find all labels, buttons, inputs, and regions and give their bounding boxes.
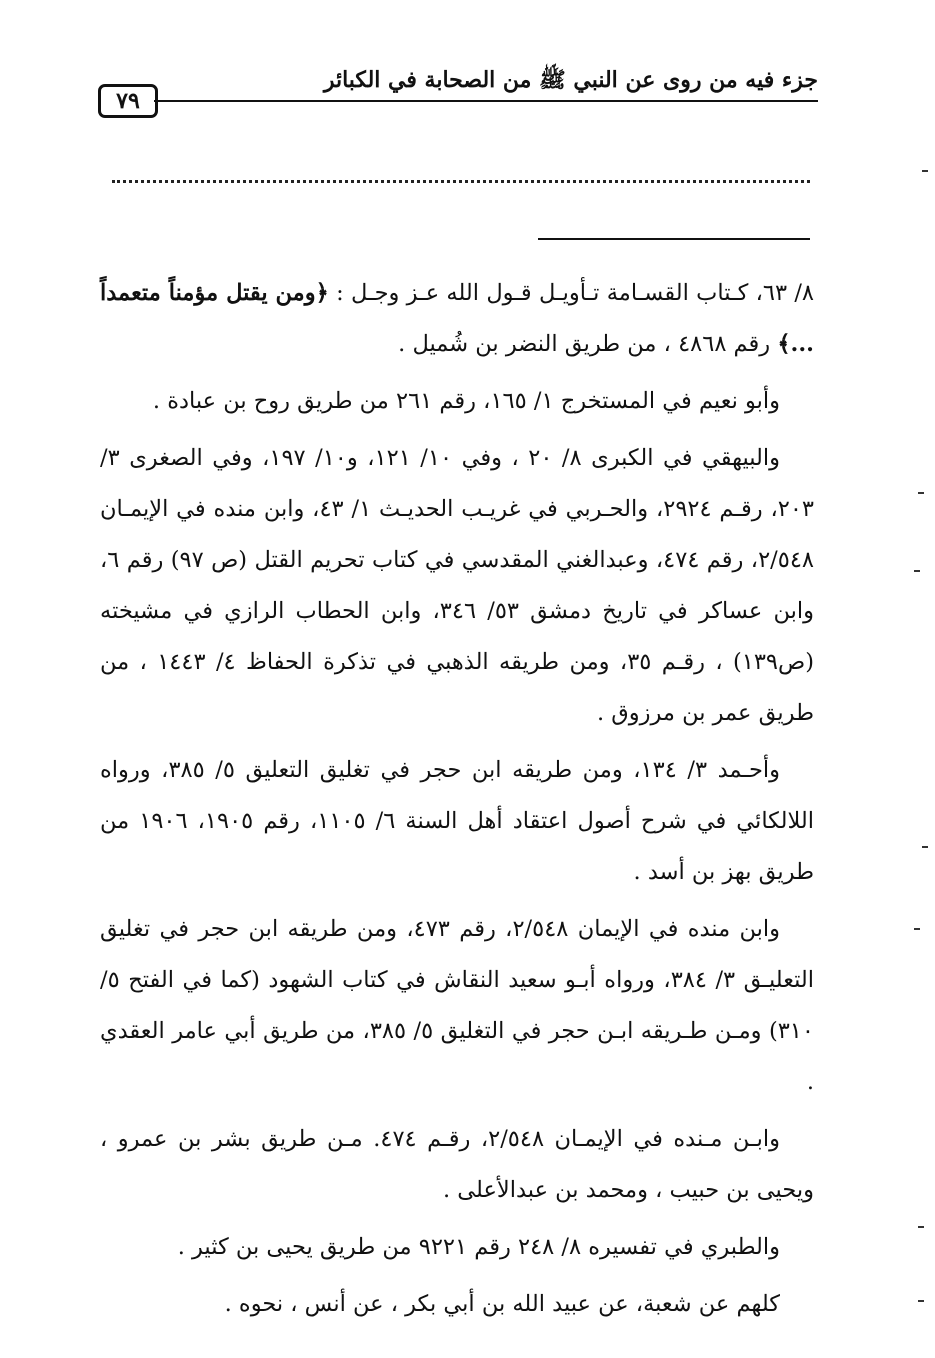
paragraph-1-start: ٨/ ٦٣، كـتاب القسـامة تـأويـل قـول الله عـز وجـل : <box>328 280 815 306</box>
header-title: جزء فيه من روى عن النبي ﷺ من الصحابة في الكبائر <box>318 66 818 98</box>
paragraph-2: وأبو نعيم في المستخرج ١/ ١٦٥، رقم ٢٦١ من طريق روح بن عبادة . <box>152 388 780 414</box>
paragraph-7: والطبري في تفسيره ٨/ ٢٤٨ رقم ٩٢٢١ من طريق يحيى بن كثير . <box>177 1234 780 1260</box>
paragraph-6: وابـن مـنده في الإيمـان ٢/٥٤٨، رقـم ٤٧٤. مـن طريق بشر بن عمرو ، ويحيى بن حبيب ، ومحمد بن عبدالأعلى . <box>100 1126 814 1203</box>
paragraph-5: وابن منده في الإيمان ٢/٥٤٨، رقم ٤٧٣، ومن طريقه ابن حجر في تغليق التعليـق ٣/ ٣٨٤، ورواه أبـو سعيد النقاش في كتاب الشهود (كما في الفتح ٥/ ٣١٠) ومـن طـريقه ابـن حجر في التغليق ٥/ ٣٨٥، من طريق أبي عامر العقدي . <box>100 916 814 1095</box>
margin-mark <box>914 570 920 572</box>
margin-mark <box>918 1300 924 1302</box>
paragraph-4: وأحـمد ٣/ ١٣٤، ومن طريقه ابن حجر في تغليق التعليق ٥/ ٣٨٥، ورواه اللالكائي في شرح أصول اعتقاد أهل السنة ٦/ ١١٠٥، رقم ١٩٠٥، ١٩٠٦ من طريق بهز بن أسد . <box>100 757 814 885</box>
footnote-text <box>100 268 814 1336</box>
dotted-separator <box>112 180 810 183</box>
page-number: ٧٩ <box>98 84 158 118</box>
header-rule <box>154 100 818 102</box>
paragraph-8: كلهم عن شعبة، عن عبيد الله بن أبي بكر ، عن أنس ، نحوه . <box>224 1291 780 1317</box>
running-header <box>98 66 818 112</box>
margin-mark <box>918 1226 924 1228</box>
margin-mark <box>918 492 924 494</box>
margin-mark <box>922 170 928 172</box>
paragraph-1-end: رقم ٤٨٦٨ ، من طريق النضر بن شُميل . <box>398 331 778 357</box>
margin-mark <box>922 846 928 848</box>
paragraph-3: والبيهقي في الكبرى ٨/ ٢٠ ، وفي ١٠/ ١٢١، و١٠/ ١٩٧، وفي الصغرى ٣/ ٢٠٣، رقـم ٢٩٢٤، والحـربي في غريـب الحديـث ١/ ٤٣، وابن منده في الإيمـان ٢/٥٤٨، رقم ٤٧٤، وعبدالغني المقدسي في كتاب تحريم القتل (ص ٩٧) رقم ٦، وابن عساكر في تاريخ دمشق ٥٣/ ٣٤٦، وابن الحطاب الرازي في مشيخته (ص١٣٩) ، رقـم ٣٥، ومن طريقه الذهبي في تذكرة الحفاظ ٤/ ١٤٤٣ ، من طريق عمر بن مرزوق . <box>100 445 815 726</box>
quran-quote: ﴿ومن يقتل مؤمناً متعمداً ...﴾ <box>100 280 814 357</box>
margin-mark <box>914 928 920 930</box>
paragraph-1 <box>100 268 814 370</box>
footnote-rule <box>538 238 810 240</box>
